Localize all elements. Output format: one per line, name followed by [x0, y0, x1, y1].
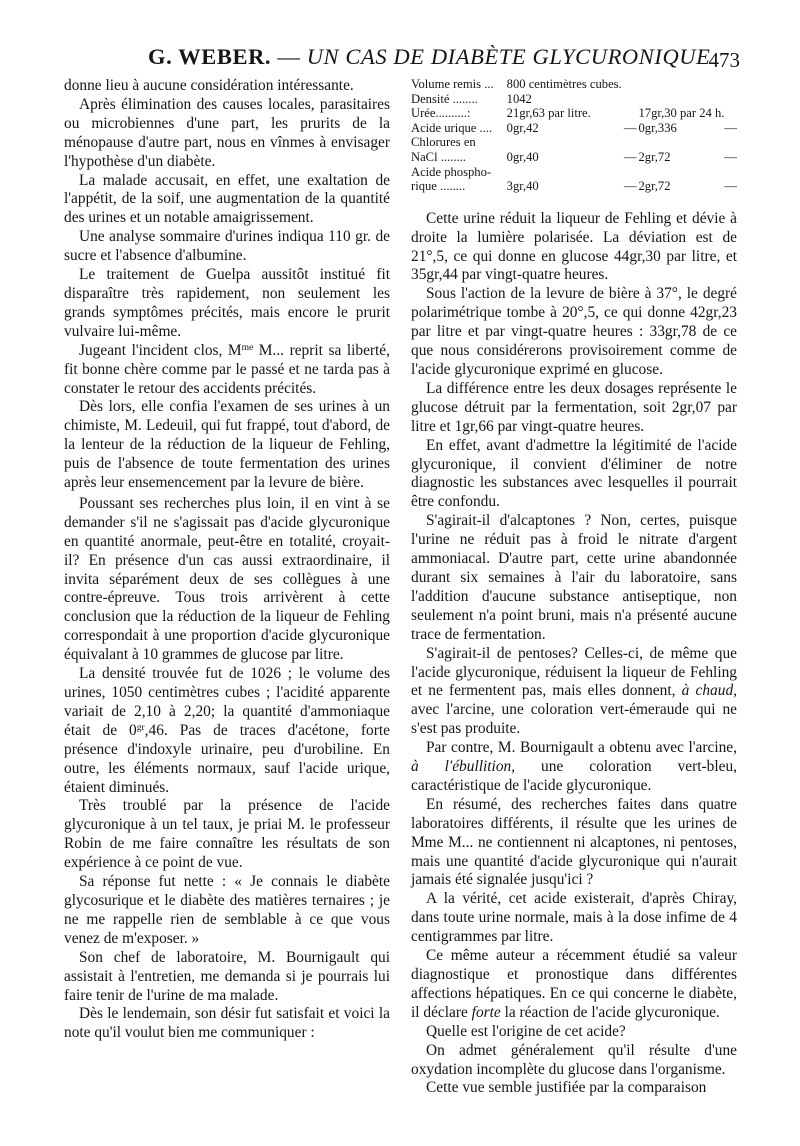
emphasis: forte [471, 1003, 501, 1021]
text-run: , une coloration vert-bleu, caractéristique de l'acide glycuronique. [411, 758, 737, 794]
paragraph: On admet généralement qu'il résulte d'une oxydation incomplète du glucose dans l'organisme. [411, 1041, 737, 1078]
analysis-cell-v2 [639, 77, 725, 92]
text-run: la réaction de l'acide glycuronique. [500, 1003, 720, 1021]
paragraph: Dès lors, elle confia l'examen de ses urines à un chimiste, M. Ledeuil, qui fut frappé, tout d'abord, de la lenteur de la réduction de la liqueur de Fehling, puis de l'absence de toute fermentation des urines après leur ensemencement par la levure de bière. [64, 398, 390, 492]
analysis-cell-v1: 0gr,42 [506, 120, 539, 135]
analysis-cell-v2: 2gr,72 [638, 149, 671, 164]
paragraph: La différence entre les deux dosages représente le glucose détruit par la fermentation, soit 2gr,07 par litre et 1gr,66 par vingt-quatre heures. [411, 379, 737, 435]
analysis-cell-d1: — [623, 149, 637, 164]
analysis-cell-d1 [622, 106, 639, 121]
paragraph [64, 342, 390, 399]
text-run: M... reprit sa liberté, fit bonne chère comme par le passé et ne tarda pas à constater le retour des accidents précités. [64, 341, 390, 397]
paragraph [64, 665, 390, 797]
analysis-row [411, 179, 737, 194]
text-run: Ce même auteur a récemment étudié sa valeur diagnostique et pronostique dans différentes affections hépatiques. En ce qui concerne le diabète, il déclare [411, 947, 737, 1021]
analysis-row [411, 77, 737, 92]
analysis-row [411, 106, 737, 121]
analysis-cell-d1 [622, 165, 639, 180]
analysis-cell-v1: 1042 [506, 91, 532, 106]
analysis-cell-v1: 800 centimètres cubes. [506, 77, 622, 91]
title-dash: — [271, 44, 307, 69]
paragraph: donne lieu à aucune considération intéressante. [64, 77, 354, 94]
paragraph: En effet, avant d'admettre la légitimité de l'acide glycuronique, il convient d'éliminer de notre diagnostic les substances avec lesquelles il pourrait être confondu. [411, 436, 737, 511]
analysis-cell-d2: — [724, 179, 737, 194]
paragraph: Une analyse sommaire d'urines indiqua 110 gr. de sucre et l'absence d'albumine. [64, 228, 390, 265]
paragraph: Son chef de laboratoire, M. Bournigault qui assistait à l'entretien, me demanda si je pourrais lui faire tenir de l'urine de ma malade. [64, 948, 390, 1004]
left-column [64, 77, 390, 1043]
analysis-cell-v1 [507, 165, 622, 180]
article-subtitle: UN CAS DE DIABÈTE GLYCURONIQUE [306, 44, 711, 69]
analysis-cell-d2 [724, 92, 737, 107]
analysis-cell-d1 [622, 135, 639, 150]
emphasis: à chaud [681, 682, 734, 700]
analysis-row [411, 150, 737, 165]
analysis-row [411, 135, 737, 150]
paragraph [411, 947, 737, 1023]
running-title [148, 44, 711, 70]
urine-analysis-table [411, 77, 737, 194]
analysis-cell-label: Chlorures en [411, 135, 476, 150]
analysis-cell-d2 [724, 135, 737, 150]
paragraph: Cette vue semble justifiée par la comparaison [426, 1079, 707, 1097]
text-run: , avec l'arcine, une coloration vert-émeraude qui ne s'est pas produite. [411, 682, 738, 738]
paragraph: Après élimination des causes locales, parasitaires ou microbiennes d'une part, les prurits de la ménopause d'autre part, nous en vînmes à envisager l'hypothèse d'un diabète. [64, 95, 390, 170]
page-number: 473 [708, 48, 740, 72]
analysis-cell-v1 [507, 135, 622, 150]
running-header [62, 40, 740, 76]
analysis-cell-d1: — [623, 179, 637, 194]
paragraph: Poussant ses recherches plus loin, il en vint à se demander s'il ne s'agissait pas d'acide glycuronique en quantité anormale, peut-être en totalité, croyait-il? En présence d'un cas aussi extraordinaire, il invita séparément deux de ses collègues à une contre-épreuve. Tous trois arrivèrent à cette conclusion que la réduction de la liqueur de Fehling correspondait à une proportion d'acide glycuronique équivalant à 10 grammes de glucose par litre. [64, 494, 390, 664]
analysis-cell-v1: 21gr,63 par litre. [506, 106, 591, 121]
paragraph: A la vérité, cet acide existerait, d'après Chiray, dans toute urine normale, mais à la dose infime de 4 centigrammes par litre. [411, 890, 737, 946]
paragraph: Dès le lendemain, son désir fut satisfait et voici la note qu'il voulut bien me communiquer : [64, 1005, 390, 1042]
superscript: gr [136, 722, 145, 733]
analysis-cell-d2 [724, 106, 737, 121]
text-run: ,46. Pas de traces d'acétone, forte présence d'indoxyle urinaire, peu d'urobiline. En outre, les éléments normaux, sauf l'acide urique, étaient diminués. [64, 721, 390, 796]
analysis-row [411, 121, 737, 136]
analysis-cell-v2: 17gr,30 par 24 h. [638, 106, 725, 121]
analysis-row [411, 165, 737, 180]
paragraph: Sous l'action de la levure de bière à 37°, le degré polarimétrique tombe à 20°,5, ce qui donne 42gr,23 par litre et par vingt-quatre heures : 33gr,78 de ce que nous considérerons provisoirement comme de l'acide glycuronique exprimé en glucose. [411, 285, 737, 378]
analysis-cell-d2 [724, 165, 737, 180]
analysis-cell-d2: — [724, 149, 737, 164]
analysis-cell-d2 [724, 77, 737, 92]
analysis-cell-label: Densité ........ [411, 91, 478, 106]
paragraph: En résumé, des recherches faites dans quatre laboratoires différents, il résulte que les urines de Mme M... ne contiennent ni alcaptones, ni pentoses, mais une quantité d'acide glycuronique qui n'aurait jamais été signalée jusqu'ici ? [411, 795, 737, 889]
analysis-cell-v2 [639, 135, 725, 150]
analysis-cell-v2 [639, 165, 725, 180]
analysis-cell-label: Volume remis ... [411, 77, 494, 91]
analysis-cell-d2: — [724, 120, 737, 135]
paragraph: Le traitement de Guelpa aussitôt institué fit disparaître très rapidement, non seulement les grands symptômes précités, mais encore le prurit vulvaire lui-même. [64, 266, 390, 340]
analysis-cell-d1 [622, 77, 639, 92]
emphasis: à l'ébullition [411, 758, 512, 776]
analysis-cell-label: rique ........ [411, 179, 466, 194]
paragraph [411, 739, 737, 796]
paragraph: La malade accusait, en effet, une exaltation de l'appétit, de la soif, une augmentation de la quantité des urines et un notable amaigrissement. [64, 171, 390, 227]
analysis-cell-label: NaCl ........ [411, 149, 466, 164]
text-run: Jugeant l'incident clos, M [79, 341, 242, 359]
author-name: G. WEBER. [148, 44, 272, 69]
paragraph: Quelle est l'origine de cet acide? [426, 1022, 626, 1040]
analysis-row [411, 92, 737, 107]
paragraph: S'agirait-il d'alcaptones ? Non, certes, puisque l'urine ne réduit pas à froid le nitrate d'argent ammoniacal. D'autre part, cette urine abandonnée durant six semaines à l'air du laboratoire, sans l'addition d'aucune substance antiseptique, non seulement n'a point bruni, mais n'a présenté aucune trace de fermentation. [411, 512, 737, 643]
right-column [411, 77, 737, 1098]
paragraph: Cette urine réduit la liqueur de Fehling et dévie à droite la lumière polarisée. La déviation est de 21°,5, ce qui donne en glucose 44gr,30 par litre, et 35gr,44 par vingt-quatre heures. [411, 209, 737, 284]
text-run: S'agirait-il de pentoses? Celles-ci, de même que l'acide glycuronique, réduisent la liqueur de Fehling et ne fermentent pas, mais elles donnent, [411, 644, 737, 700]
analysis-cell-v2: 2gr,72 [638, 179, 671, 194]
paragraph: Très troublé par la présence de l'acide glycuronique à un tel taux, je priai M. le professeur Robin de me faire connaître les résultats de son expérience à ce point de vue. [64, 797, 390, 872]
analysis-cell-d1: — [623, 120, 637, 135]
analysis-cell-v2 [639, 92, 725, 107]
paragraph [411, 645, 737, 740]
analysis-cell-v1: 0gr,40 [506, 149, 539, 164]
analysis-cell-label: Acide phospho- [411, 164, 492, 179]
analysis-cell-v1: 3gr,40 [506, 179, 539, 194]
text-run: Par contre, M. Bournigault a obtenu avec l'arcine, [426, 739, 737, 757]
superscript: me [241, 342, 254, 353]
analysis-cell-d1 [622, 92, 639, 107]
analysis-cell-v2: 0gr,336 [638, 120, 677, 135]
analysis-cell-label: Acide urique .... [411, 120, 493, 135]
paragraph: Sa réponse fut nette : « Je connais le diabète glycosurique et le diabète des matières ternaires ; je ne me rappelle rien de semblable à ce que vous venez de m'exposer. » [64, 873, 390, 947]
analysis-cell-label: Urée..........: [411, 106, 471, 121]
text-run: La densité trouvée fut de 1026 ; le volume des urines, 1050 centimètres cubes ; l'acidité apparente variait de 2,10 à 2,20; la quantité d'ammoniaque était de 0 [64, 665, 390, 739]
